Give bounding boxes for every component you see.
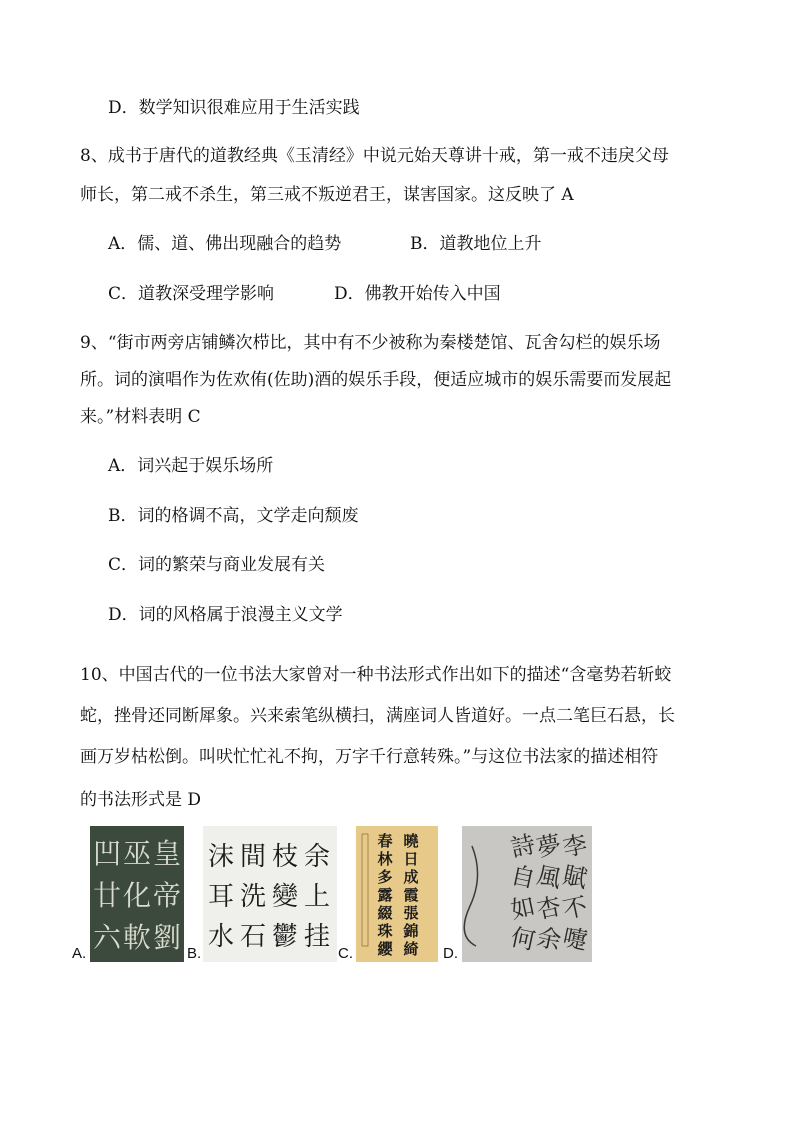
q10-image-d-cursive-script — [462, 826, 592, 962]
calligraphy-character: 詩 — [508, 829, 538, 863]
calligraphy-character: 多 — [377, 868, 393, 887]
q10-image-d-label: D. — [443, 945, 458, 962]
calligraphy-character: 成 — [403, 868, 419, 887]
calligraphy-character: 余 — [303, 842, 331, 873]
calligraphy-character: 李 — [560, 829, 590, 863]
calligraphy-character: 自 — [508, 860, 538, 894]
calligraphy-character: 石 — [239, 922, 267, 953]
q9-option-a: A．词兴起于娱乐场所 — [108, 456, 274, 476]
q8-option-b: B．道教地位上升 — [410, 234, 542, 254]
q9-stem-line3: 来。”材料表明 C — [80, 407, 201, 427]
calligraphy-character: 纓 — [377, 940, 393, 959]
calligraphy-character: 變 — [271, 882, 299, 913]
calligraphy-character: 巫 — [122, 836, 152, 870]
calligraphy-character: 日 — [403, 850, 419, 869]
calligraphy-character: 夢 — [534, 829, 564, 863]
calligraphy-character: 如 — [508, 891, 538, 925]
q9-option-d: D．词的风格属于浪漫主义文学 — [108, 605, 343, 625]
q8-stem-line2: 师长，第二戒不杀生，第三戒不叛逆君王，谋害国家。这反映了 A — [80, 185, 574, 205]
calligraphy-character: 不 — [560, 891, 590, 925]
calligraphy-character: 珠 — [377, 922, 393, 941]
q10-stem-line3: 画万岁枯松倒。叫吠忙忙礼不拘，万字千行意转殊。”与这位书法家的描述相符 — [80, 747, 659, 767]
q10-image-c-label: C. — [338, 945, 353, 962]
q10-image-c-regular-script — [356, 826, 438, 962]
calligraphy-character: 凹 — [92, 836, 122, 870]
calligraphy-character: 杏 — [534, 891, 564, 925]
q10-image-a-label: A. — [72, 945, 87, 962]
q10-image-b-label: B. — [187, 945, 202, 962]
q9-stem-line2: 所。词的演唱作为佐欢侑(佐助)酒的娱乐手段，便适应城市的娱乐需要而发展起 — [80, 370, 672, 390]
q8-stem-line1: 8、成书于唐代的道教经典《玉清经》中说元始天尊讲十戒，第一戒不违戾父母 — [80, 146, 669, 166]
calligraphy-character: 霞 — [403, 886, 419, 905]
q10-image-a-seal-script — [90, 826, 184, 962]
calligraphy-character: 春 — [377, 832, 393, 851]
q8-option-a: A．儒、道、佛出现融合的趋势 — [108, 234, 342, 254]
calligraphy-character: 化 — [122, 878, 152, 912]
calligraphy-character: 鬱 — [271, 922, 299, 953]
q10-stem-line2: 蛇，挫骨还同断犀象。兴来索笔纵横扫，满座词人皆道好。一点二笔巨石悬，长 — [80, 706, 675, 726]
q9-option-b: B．词的格调不高，文学走向颓废 — [108, 506, 359, 526]
calligraphy-character: 何 — [508, 922, 538, 956]
calligraphy-character: 六 — [92, 920, 122, 954]
q7-option-d: D．数学知识很难应用于生活实践 — [108, 98, 360, 118]
calligraphy-character: 枝 — [271, 842, 299, 873]
q10-image-b-clerical-script — [203, 826, 337, 962]
calligraphy-character: 上 — [303, 882, 331, 913]
q9-stem-line1: 9、“街市两旁店铺鳞次栉比，其中有不少被称为秦楼楚馆、瓦舍勾栏的娱乐场 — [80, 333, 661, 353]
calligraphy-character: 帝 — [152, 878, 182, 912]
calligraphy-character: 沫 — [207, 842, 235, 873]
calligraphy-character: 洗 — [239, 882, 267, 913]
calligraphy-character: 水 — [207, 922, 235, 953]
calligraphy-character: 間 — [239, 842, 267, 873]
q8-option-d: D．佛教开始传入中国 — [334, 284, 501, 304]
calligraphy-character: 錦 — [403, 922, 419, 941]
calligraphy-character: 曉 — [403, 832, 419, 851]
calligraphy-character: 廿 — [92, 878, 122, 912]
calligraphy-character: 張 — [403, 904, 419, 923]
calligraphy-character: 綴 — [377, 904, 393, 923]
calligraphy-character: 綺 — [403, 940, 419, 959]
q8-option-c: C．道教深受理学影响 — [108, 284, 275, 304]
calligraphy-character: 挂 — [303, 922, 331, 953]
q9-option-c: C．词的繁荣与商业发展有关 — [108, 555, 326, 575]
calligraphy-character: 軟 — [122, 920, 152, 954]
calligraphy-character: 露 — [377, 886, 393, 905]
calligraphy-character: 皇 — [152, 836, 182, 870]
q10-stem-line1: 10、中国古代的一位书法大家曾对一种书法形式作出如下的描述“含毫势若斩蛟 — [80, 665, 672, 685]
calligraphy-character: 嚏 — [560, 922, 590, 956]
calligraphy-character: 風 — [534, 860, 564, 894]
calligraphy-character: 賦 — [560, 860, 590, 894]
calligraphy-character: 耳 — [207, 882, 235, 913]
q10-stem-line4: 的书法形式是 D — [80, 790, 202, 810]
calligraphy-character: 林 — [377, 850, 393, 869]
calligraphy-character: 劉 — [152, 920, 182, 954]
calligraphy-character: 余 — [534, 922, 564, 956]
